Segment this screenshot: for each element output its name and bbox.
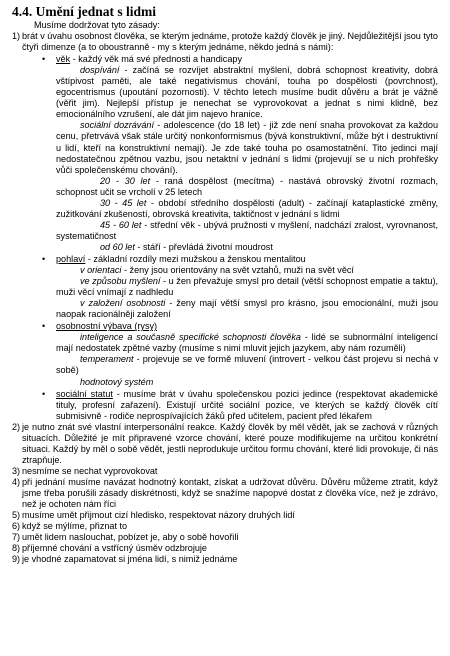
term: temperament bbox=[80, 354, 134, 365]
term-text: - stáří - převládá životní moudrost bbox=[134, 241, 273, 252]
item-text: příjemné chování a vstřícný úsměv odzbrojuje bbox=[22, 543, 207, 554]
bullet-label: osobnostní výbava (rysy) bbox=[56, 321, 158, 332]
term-text: - ženy jsou orientovány na svět vztahů, muži na svět věcí bbox=[121, 265, 354, 276]
term-text: - začíná se rozvíjet abstraktní myšlení, dobrá schopnost kreativity, dobrá vštípivost paměti, ale také negativismus chování, touha po dospělosti (povrchnost), egocentrismus (upoutání pozornosti). V těchto letech musíme budit důvěru a brát je vážně (věřit jim). Nejlepší přístup je nenechat se vyprovokovat a jednat s nimi klidně, bez emocionálního vzrušení, ale dát jim najevo hranice. bbox=[56, 65, 438, 120]
bullet-text: - základní rozdíly mezi mužskou a ženskou mentalitou bbox=[85, 253, 306, 264]
term: ve způsobu myšlení bbox=[80, 276, 161, 287]
item-text: je nutno znát své vlastní interpersonální reakce. Každý člověk by měl vědět, jak se zachová v různých situacích. Důležité je mít připravené vzorce chování, které pouze modifikujeme na určitou konkrétní situaci. Každý by měl o sobě vědět, jestli neprodukuje určitou formu chování, které lidi provokuje, či nás ztrapňuje. bbox=[22, 421, 438, 465]
item-number: 8) bbox=[12, 543, 21, 554]
term-text: - raná dospělost (mecítma) - nastává obrovský životní rozmach, schopnost učit se vrcholí v 25 letech bbox=[56, 175, 438, 197]
item-text: je vhodné zapamatovat si jména lidí, s nimiž jednáme bbox=[22, 554, 238, 565]
bullet-vek bbox=[22, 54, 438, 253]
item-text: musíme umět přijmout cizí hledisko, respektovat názory druhých lidí bbox=[22, 510, 295, 521]
numbered-item-8 bbox=[12, 543, 438, 554]
item-text: při jednání musíme navázat hodnotný kontakt, získat a udržovat důvěru. Důvěru můžeme ztratit, když jsme třeba porušili zásady diskrétnosti, když se snažíme napopvé dostat z člověka více, než je zdrávo, než je ochoten nám říci bbox=[22, 476, 438, 510]
bullet-icon: • bbox=[42, 388, 46, 399]
bullet-text: - každý věk má své přednosti a handicapy bbox=[70, 54, 243, 65]
item-text: brát v úvahu osobnost člověka, se kterým jednáme, protože každý člověk je jiný. Nejdůležitější jsou tyto čtyři dimenze (a to oboustranně - my s kterým jednáme, někdo jedná s námi): bbox=[22, 31, 438, 53]
term-text: - období středního dospělosti (adult) - začínají kataplastické změny, zužitkování zkušeností, obrovská kreativita, taktičnost v jednání s lidmi bbox=[56, 197, 438, 219]
numbered-item-5 bbox=[12, 510, 438, 521]
bullet-vybava bbox=[22, 321, 438, 387]
bullet-icon: • bbox=[42, 253, 46, 264]
item-number: 6) bbox=[12, 521, 21, 532]
term: od 60 let bbox=[100, 241, 135, 252]
bullet-label: sociální statut bbox=[56, 388, 113, 399]
term: v orientaci bbox=[80, 265, 122, 276]
term-text: - střední věk - ubývá pružnosti v myšlení, nadchází zralost, vyrovnanost, systematičnost bbox=[56, 219, 438, 241]
term-text: - ženy mají větší smysl pro krásno, jsou emocionální, muži jsou naopak racionálněji založení bbox=[56, 298, 438, 320]
term-text: - lidé se subnormální inteligencí mají nedostatek zpětné vazby (musíme s nimi mluvit jejich jazykem, aby nám rozuměli) bbox=[56, 332, 438, 354]
bullet-status bbox=[22, 389, 438, 422]
bullet-icon: • bbox=[42, 54, 46, 65]
item-text: nesmíme se nechat vyprovokovat bbox=[22, 465, 158, 476]
item-number: 1) bbox=[12, 31, 21, 42]
bullet-label: věk bbox=[56, 54, 71, 65]
bullet-icon: • bbox=[42, 321, 46, 332]
term: hodnotový systém bbox=[80, 376, 154, 387]
term-text: - adolescence (do 18 let) - již zde není snaha provokovat za každou cenu, přetrvává však stále určitý nonkonformismus (bývá konstruktivní, může být i destruktivní u lidí, kteří na konstruktivní nemají). Je zde také touha po osamostatnění. Tito jedinci mají nedostatečnou zpětnou vazbu, jsou netaktní v jednání s lidmi (projevují se u nich prohřešky vůči společenskému chování). bbox=[56, 120, 439, 175]
numbered-item-9 bbox=[12, 554, 438, 565]
bullet-label: pohlaví bbox=[56, 253, 86, 264]
intro-text: Musíme dodržovat tyto zásady: bbox=[34, 20, 160, 30]
numbered-item-2 bbox=[12, 422, 438, 466]
term-text: - projevuje se ve formě mluvení (introvert - velkou část projevu si nechá v sobě) bbox=[56, 354, 438, 376]
bullet-pohlavi bbox=[22, 254, 438, 320]
term: inteligence a současně specifické schopnosti člověka bbox=[80, 332, 301, 343]
term: v založení osobnosti bbox=[80, 298, 166, 309]
numbered-item-1 bbox=[12, 31, 438, 422]
item-number: 3) bbox=[12, 465, 21, 476]
item-text: umět lidem naslouchat, pobízet je, aby o sobě hovořili bbox=[22, 532, 239, 543]
section-title: 4.4. Umění jednat s lidmi bbox=[12, 4, 157, 19]
numbered-item-4 bbox=[12, 477, 438, 510]
item-text: když se mýlíme, přiznat to bbox=[22, 521, 128, 532]
item-number: 7) bbox=[12, 532, 21, 543]
numbered-item-7 bbox=[12, 532, 438, 543]
term: sociální dozrávání bbox=[80, 120, 154, 131]
item-number: 2) bbox=[12, 421, 21, 432]
term-text: - u žen převažuje smysl pro detail (větší schopnost empatie a taktu), muži věcí vnímají z nadhledu bbox=[56, 276, 438, 298]
term: 30 - 45 let bbox=[100, 197, 147, 208]
numbered-item-6 bbox=[12, 521, 438, 532]
item-number: 9) bbox=[12, 554, 21, 565]
term: 45 - 60 let bbox=[100, 219, 142, 230]
item-number: 4) bbox=[12, 476, 21, 487]
term: 20 - 30 let bbox=[100, 175, 151, 186]
term: dospívání bbox=[80, 65, 120, 76]
bullet-text: - musíme brát v úvahu společenskou pozici jedince (respektovat akademické tituly, profesní zařazení). Existují určité sociální pozice, ve kterých se každý člověk cítí submisivně - rodiče neprospívajících žáků před učitelem, pacient před lékařem bbox=[56, 388, 438, 421]
item-number: 5) bbox=[12, 510, 21, 521]
numbered-item-3 bbox=[12, 466, 438, 477]
